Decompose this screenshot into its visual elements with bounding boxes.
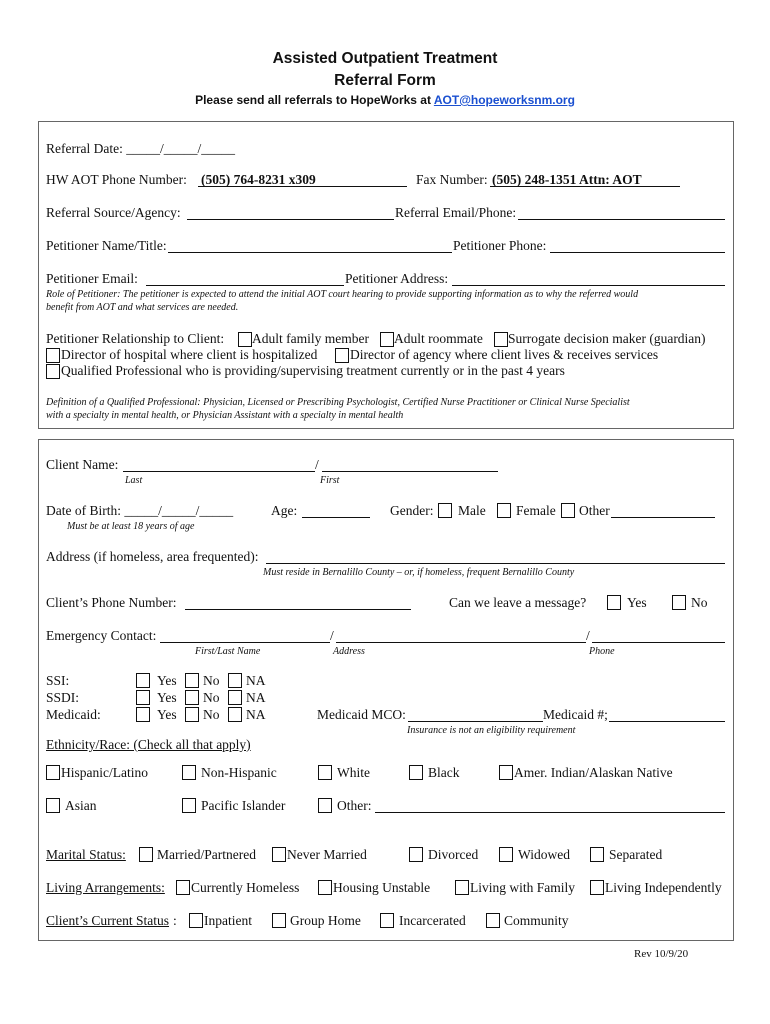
ec-slash-1: / [330, 628, 334, 643]
status-incarcerated-label: Incarcerated [399, 913, 466, 928]
ec-name-field[interactable] [160, 642, 330, 643]
eth-other-field[interactable] [375, 812, 725, 813]
ssdi-label: SSDI: [46, 690, 80, 705]
dob-note: Must be at least 18 years of age [67, 521, 195, 532]
pet-name-label: Petitioner Name/Title: [46, 238, 167, 253]
emergency-label: Emergency Contact: [46, 628, 157, 643]
marital-widowed-checkbox[interactable] [499, 847, 513, 862]
eth-black-label: Black [428, 765, 460, 780]
ec-phone-caption: Phone [589, 646, 615, 657]
status-inpatient-label: Inpatient [204, 913, 252, 928]
role-note-1: Role of Petitioner: The petitioner is expected to attend the initial AOT court hearing to provide supporting information as to why the referred would [46, 289, 639, 300]
client-name-slash: / [315, 457, 319, 472]
rel-hospital-checkbox[interactable] [46, 348, 60, 363]
gender-other-label: Other [579, 503, 610, 518]
rel-roommate-label: Adult roommate [394, 331, 483, 346]
marital-divorced-checkbox[interactable] [409, 847, 423, 862]
eth-native-checkbox[interactable] [499, 765, 513, 780]
fax-underline [490, 186, 680, 187]
client-phone-field[interactable] [185, 609, 411, 610]
referral-date[interactable]: Referral Date: _____/_____/_____ [46, 141, 235, 156]
status-grouphome-checkbox[interactable] [272, 913, 286, 928]
last-caption: Last [125, 475, 143, 486]
pet-address-label: Petitioner Address: [345, 271, 449, 286]
status-colon: : [173, 913, 177, 928]
status-community-label: Community [504, 913, 569, 928]
rel-qualified-label: Qualified Professional who is providing/supervising treatment currently or in the past 4 years [61, 363, 565, 378]
medicaid-num-label: Medicaid #; [543, 707, 608, 722]
gender-label: Gender: [390, 503, 434, 518]
rel-adult-family-checkbox[interactable] [238, 332, 252, 347]
rel-agency-label: Director of agency where client lives & receives services [350, 347, 659, 362]
definition-note-1: Definition of a Qualified Professional: Physician, Licensed or Prescribing Psychologist, Certified Nurse Practitioner or Clinical Nurse Specialist [46, 397, 630, 408]
address-note: Must reside in Bernalillo County – or, if homeless, frequent Bernalillo County [263, 567, 575, 578]
email-phone-label: Referral Email/Phone: [395, 205, 517, 220]
eth-other-label: Other: [337, 798, 372, 813]
eth-asian-label: Asian [65, 798, 97, 813]
living-label: Living Arrangements: [46, 880, 165, 895]
rel-qualified-checkbox[interactable] [46, 364, 60, 379]
rel-agency-checkbox[interactable] [335, 348, 349, 363]
eth-other-checkbox[interactable] [318, 798, 332, 813]
marital-separated-label: Separated [609, 847, 663, 862]
status-community-checkbox[interactable] [486, 913, 500, 928]
ec-phone-field[interactable] [592, 642, 725, 643]
rel-adult-family-label: Adult family member [252, 331, 369, 346]
pet-address-field[interactable] [452, 285, 725, 286]
marital-married-checkbox[interactable] [139, 847, 153, 862]
form-subtitle: Referral Form [334, 72, 436, 89]
pet-email-field[interactable] [146, 285, 344, 286]
relationship-label: Petitioner Relationship to Client: [46, 331, 225, 346]
living-homeless-label: Currently Homeless [191, 880, 300, 895]
ssdi-no-label: No [203, 690, 220, 705]
address-label: Address (if homeless, area frequented): [46, 549, 259, 564]
medicaid-no-checkbox[interactable] [185, 707, 199, 722]
client-name-label: Client Name: [46, 457, 119, 472]
role-note-2: benefit from AOT and what services are needed. [46, 302, 239, 313]
mco-field[interactable] [408, 721, 543, 722]
medicaid-no-label: No [203, 707, 220, 722]
eth-white-checkbox[interactable] [318, 765, 332, 780]
living-independent-label: Living Independently [605, 880, 722, 895]
rel-surrogate-label: Surrogate decision maker (guardian) [508, 331, 706, 346]
ssdi-na-label: NA [246, 690, 266, 705]
medicaid-label: Medicaid: [46, 707, 101, 722]
send-instructions [0, 93, 770, 107]
ec-address-caption: Address [333, 646, 365, 657]
eth-pacific-label: Pacific Islander [201, 798, 286, 813]
pet-phone-field[interactable] [550, 252, 725, 253]
eth-pacific-checkbox[interactable] [182, 798, 196, 813]
pet-email-label: Petitioner Email: [46, 271, 138, 286]
phone-label: HW AOT Phone Number: [46, 172, 187, 187]
fax-value: (505) 248-1351 Attn: AOT [492, 172, 642, 187]
living-unstable-checkbox[interactable] [318, 880, 332, 895]
ec-name-caption: First/Last Name [195, 646, 261, 657]
ethnicity-label: Ethnicity/Race: (Check all that apply) [46, 737, 251, 752]
pet-name-field[interactable] [168, 252, 452, 253]
marital-separated-checkbox[interactable] [590, 847, 604, 862]
revision-date: Rev 10/9/20 [634, 948, 689, 960]
ssi-yes-label: Yes [157, 673, 177, 688]
ssdi-yes-label: Yes [157, 690, 177, 705]
pet-phone-label: Petitioner Phone: [453, 238, 547, 253]
eth-asian-checkbox[interactable] [46, 798, 60, 813]
status-incarcerated-checkbox[interactable] [380, 913, 394, 928]
eth-white-label: White [337, 765, 370, 780]
marital-married-label: Married/Partnered [157, 847, 256, 862]
source-label: Referral Source/Agency: [46, 205, 181, 220]
gender-male-checkbox[interactable] [438, 503, 452, 518]
send-prefix: Please send all referrals to HopeWorks at [195, 93, 434, 107]
medicaid-num-field[interactable] [609, 721, 725, 722]
fax-label: Fax Number: [416, 172, 488, 187]
mco-label: Medicaid MCO: [317, 707, 406, 722]
client-first-name-field[interactable] [322, 471, 498, 472]
marital-label: Marital Status: [46, 847, 126, 862]
message-yes-label: Yes [627, 595, 647, 610]
ec-address-field[interactable] [336, 642, 586, 643]
ssi-no-label: No [203, 673, 220, 688]
leave-message-label: Can we leave a message? [449, 595, 587, 610]
insurance-note: Insurance is not an eligibility requirement [407, 725, 576, 736]
message-yes-checkbox[interactable] [607, 595, 621, 610]
dob-field[interactable]: Date of Birth: _____/_____/_____ [46, 503, 234, 518]
gender-other-checkbox[interactable] [561, 503, 575, 518]
rel-hospital-label: Director of hospital where client is hospitalized [61, 347, 318, 362]
medicaid-na-label: NA [246, 707, 266, 722]
marital-divorced-label: Divorced [428, 847, 479, 862]
eth-nonhispanic-checkbox[interactable] [182, 765, 196, 780]
status-label: Client’s Current Status [46, 913, 169, 928]
eth-hispanic-label: Hispanic/Latino [61, 765, 148, 780]
client-last-name-field[interactable] [123, 471, 315, 472]
gender-male-label: Male [458, 503, 486, 518]
ssdi-na-checkbox[interactable] [228, 690, 242, 705]
phone-value: (505) 764-8231 x309 [201, 172, 316, 187]
address-field[interactable] [266, 563, 725, 564]
marital-never-label: Never Married [287, 847, 367, 862]
status-grouphome-label: Group Home [290, 913, 361, 928]
gender-female-label: Female [516, 503, 556, 518]
eth-nonhispanic-label: Non-Hispanic [201, 765, 277, 780]
status-inpatient-checkbox[interactable] [189, 913, 203, 928]
living-family-checkbox[interactable] [455, 880, 469, 895]
rel-roommate-checkbox[interactable] [380, 332, 394, 347]
age-label: Age: [271, 503, 298, 518]
email-phone-field[interactable] [518, 219, 725, 220]
rel-surrogate-checkbox[interactable] [494, 332, 508, 347]
message-no-checkbox[interactable] [672, 595, 686, 610]
living-unstable-label: Housing Unstable [333, 880, 431, 895]
eth-native-label: Amer. Indian/Alaskan Native [514, 765, 673, 780]
marital-never-checkbox[interactable] [272, 847, 286, 862]
ssi-no-checkbox[interactable] [185, 673, 199, 688]
medicaid-yes-checkbox[interactable] [136, 707, 150, 722]
client-phone-label: Client’s Phone Number: [46, 595, 177, 610]
first-caption: First [320, 475, 340, 486]
ssdi-no-checkbox[interactable] [185, 690, 199, 705]
definition-note-2: with a specialty in mental health, or Physician Assistant with a specialty in mental health [46, 410, 404, 421]
source-field[interactable] [187, 219, 394, 220]
medicaid-na-checkbox[interactable] [228, 707, 242, 722]
ssi-yes-checkbox[interactable] [136, 673, 150, 688]
medicaid-yes-label: Yes [157, 707, 177, 722]
phone-underline [198, 186, 407, 187]
ssdi-yes-checkbox[interactable] [136, 690, 150, 705]
ssi-na-label: NA [246, 673, 266, 688]
form-title: Assisted Outpatient Treatment [272, 50, 498, 67]
gender-female-checkbox[interactable] [497, 503, 511, 518]
marital-widowed-label: Widowed [518, 847, 570, 862]
eth-hispanic-checkbox[interactable] [46, 765, 60, 780]
ssi-na-checkbox[interactable] [228, 673, 242, 688]
email-link[interactable]: AOT@hopeworksnm.org [433, 93, 575, 107]
living-family-label: Living with Family [470, 880, 576, 895]
message-no-label: No [691, 595, 708, 610]
age-field[interactable] [302, 517, 370, 518]
ssi-label: SSI: [46, 673, 70, 688]
ec-slash-2: / [586, 628, 590, 643]
living-independent-checkbox[interactable] [590, 880, 604, 895]
living-homeless-checkbox[interactable] [176, 880, 190, 895]
eth-black-checkbox[interactable] [409, 765, 423, 780]
gender-other-field[interactable] [611, 517, 715, 518]
